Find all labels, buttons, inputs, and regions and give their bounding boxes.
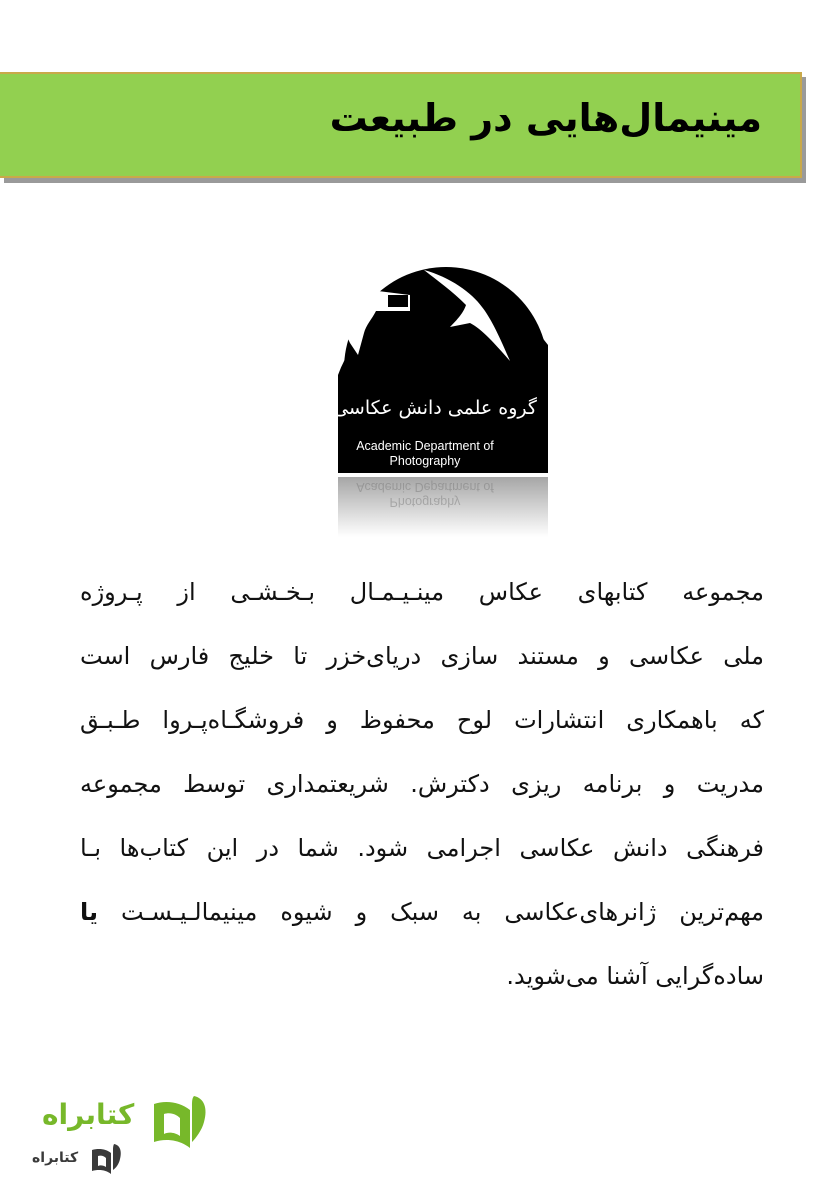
logo-reflection-line2: Photography	[389, 495, 461, 509]
brand-name-sub: کتابراه	[32, 1150, 79, 1166]
book-leaf-icon	[150, 1092, 208, 1152]
body-line-6	[80, 880, 764, 944]
book-leaf-small-icon	[90, 1142, 122, 1176]
logo-reflection-line1: Academic Department of	[356, 480, 494, 494]
page-title: مینیمال‌هایی در طبیعت	[329, 96, 762, 140]
body-line-4: مدریت و برنامه ریزی دکترش. شریعتمداری توسط مجموعه	[80, 770, 764, 798]
logo-name-fa: گروه علمی دانش عکاسی	[333, 397, 537, 419]
logo-name-en-line2: Photography	[389, 454, 461, 468]
academic-department-logo	[300, 245, 560, 545]
body-line-1: مجموعه کتابهای عکاس مینـیـمـال بـخـشـی از پـروژه	[80, 578, 764, 606]
logo-name-en	[330, 439, 520, 469]
title-banner	[0, 72, 802, 178]
body-line-5: فرهنگی دانش عکاسی اجرامی شود. شما در این کتاب‌ها بـا	[80, 834, 764, 862]
logo-reflection	[330, 479, 520, 509]
body-line-6-text: مهم‌ترین ژانرهای‌عکاسی به سبک و شیوه مینیمالـیـسـت	[120, 898, 765, 926]
body-paragraph	[80, 560, 764, 1008]
brand-name-main: کتابراه	[42, 1098, 135, 1131]
logo-name-en-line1: Academic Department of	[356, 439, 494, 453]
body-line-3: که باهمکاری انتشارات لوح محفوظ و فروشگـاه‌پـروا طـبـق	[80, 706, 764, 734]
body-line-2: ملی عکاسی و مستند سازی دریای‌خزر تا خلیج فارس است	[80, 642, 764, 670]
body-line-6-bold: یا	[80, 898, 99, 926]
body-line-7: ساده‌گرایی آشنا می‌شوید.	[506, 962, 764, 990]
ketabrah-brand	[28, 1088, 218, 1183]
